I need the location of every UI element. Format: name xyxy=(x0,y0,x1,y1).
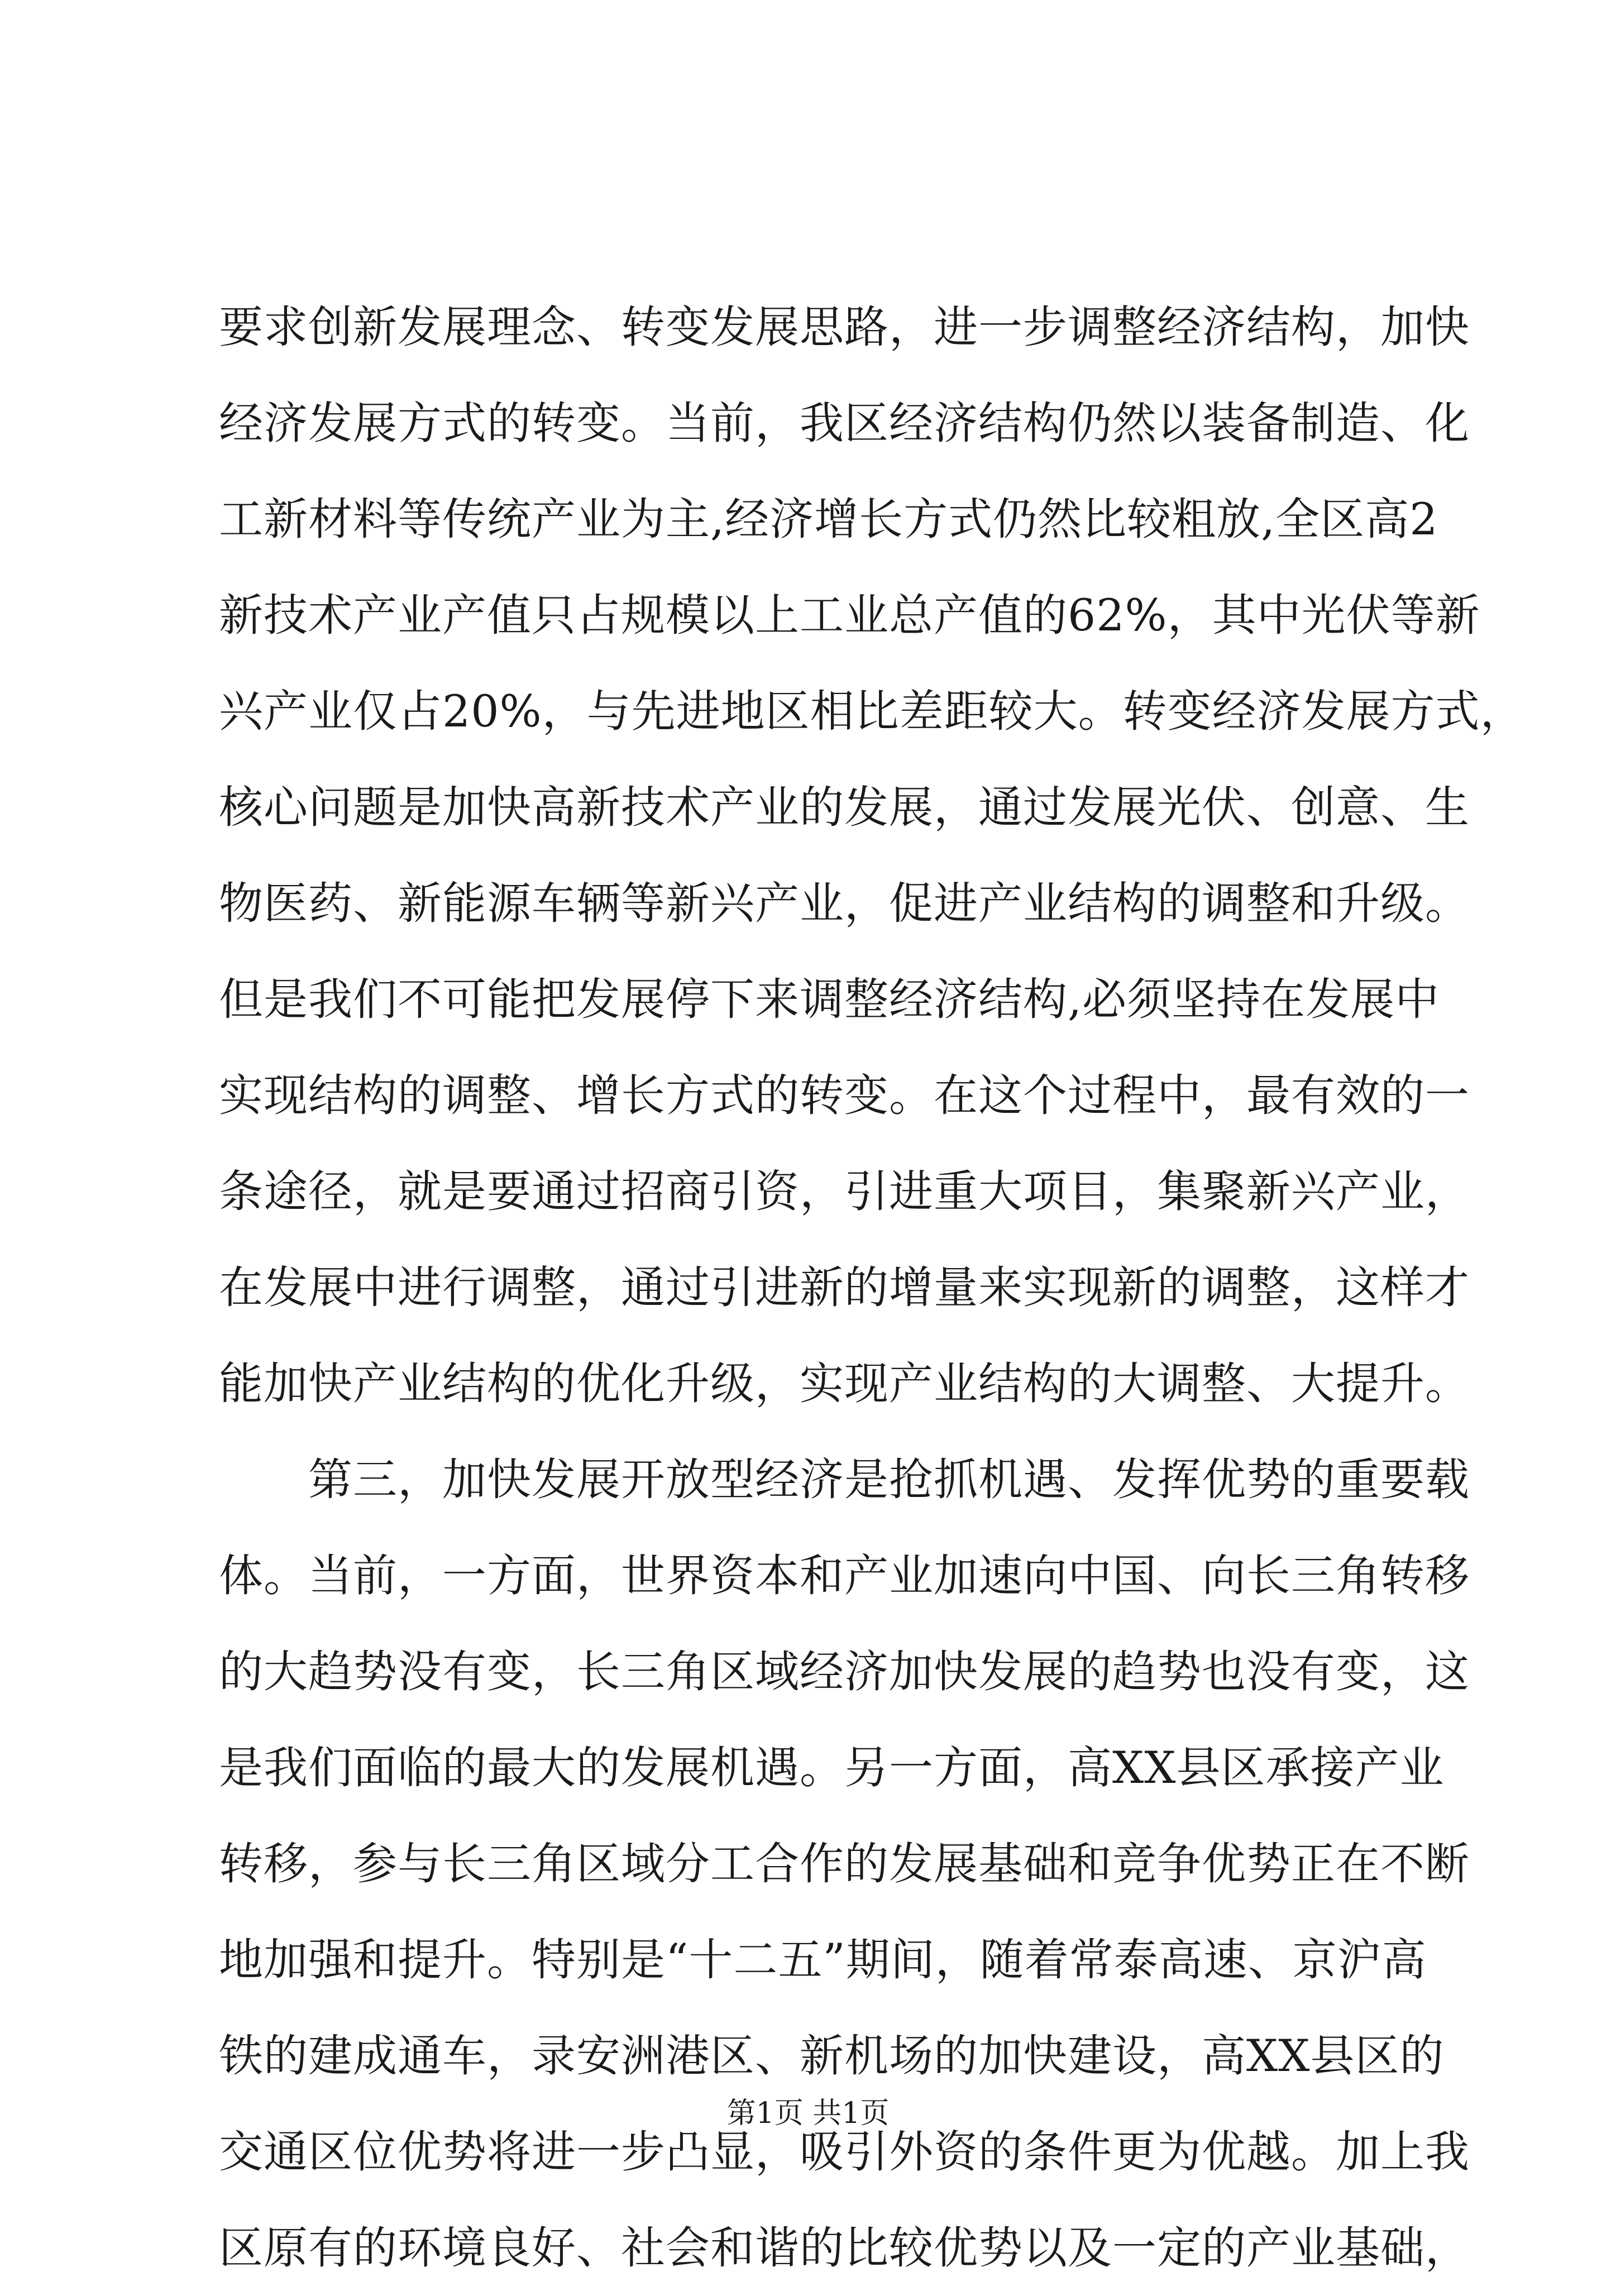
text-line: 要求创新发展理念、转变发展思路，进一步调整经济结构，加快 xyxy=(219,302,1470,353)
text-line: 铁的建成通车，录安洲港区、新机场的加快建设，高XX县区的 xyxy=(219,2030,1445,2082)
text-line: 转移，参与长三角区域分工合作的发展基础和竞争优势正在不断 xyxy=(219,1838,1470,1890)
text-line: 地加强和提升。特别是“十二五”期间，随着常泰高速、京沪高 xyxy=(219,1934,1427,1986)
text-line: 的大趋势没有变，长三角区域经济加快发展的趋势也没有变，这 xyxy=(219,1646,1470,1697)
text-line: 体。当前，一方面，世界资本和产业加速向中国、向长三角转移 xyxy=(219,1550,1470,1601)
text-line: 工新材料等传统产业为主,经济增长方式仍然比较粗放,全区高2 xyxy=(219,494,1438,545)
paragraph-start-line: 第三，加快发展开放型经济是抢抓机遇、发挥优势的重要载 xyxy=(308,1454,1470,1505)
text-line: 经济发展方式的转变。当前，我区经济结构仍然以装备制造、化 xyxy=(219,398,1470,449)
paragraph-end-line: 能加快产业结构的优化升级，实现产业结构的大调整、大提升。 xyxy=(219,1358,1470,1409)
page-number-label: 第1页 共1页 xyxy=(726,2097,890,2130)
page-footer xyxy=(0,2091,1616,2136)
text-line: 核心问题是加快高新技术产业的发展，通过发展光伏、创意、生 xyxy=(219,782,1470,833)
text-line: 新技术产业产值只占规模以上工业总产值的62%，其中光伏等新 xyxy=(219,590,1480,641)
text-line: 条途径，就是要通过招商引资，引进重大项目，集聚新兴产业， xyxy=(219,1166,1470,1217)
text-line: 交通区位优势将进一步凸显，吸引外资的条件更为优越。加上我 xyxy=(219,2126,1470,2178)
text-line: 物医药、新能源车辆等新兴产业，促进产业结构的调整和升级。 xyxy=(219,878,1470,929)
text-line: 是我们面临的最大的发展机遇。另一方面，高XX县区承接产业 xyxy=(219,1742,1445,1793)
text-line: 但是我们不可能把发展停下来调整经济结构,必须坚持在发展中 xyxy=(219,974,1440,1025)
text-line: 区原有的环境良好、社会和谐的比较优势以及一定的产业基础， xyxy=(219,2222,1470,2274)
text-line: 在发展中进行调整，通过引进新的增量来实现新的调整，这样才 xyxy=(219,1262,1470,1313)
body-text xyxy=(219,279,1525,2296)
text-line: 实现结构的调整、增长方式的转变。在这个过程中，最有效的一 xyxy=(219,1070,1470,1121)
text-line: 兴产业仅占20%，与先进地区相比差距较大。转变经济发展方式， xyxy=(219,686,1525,737)
